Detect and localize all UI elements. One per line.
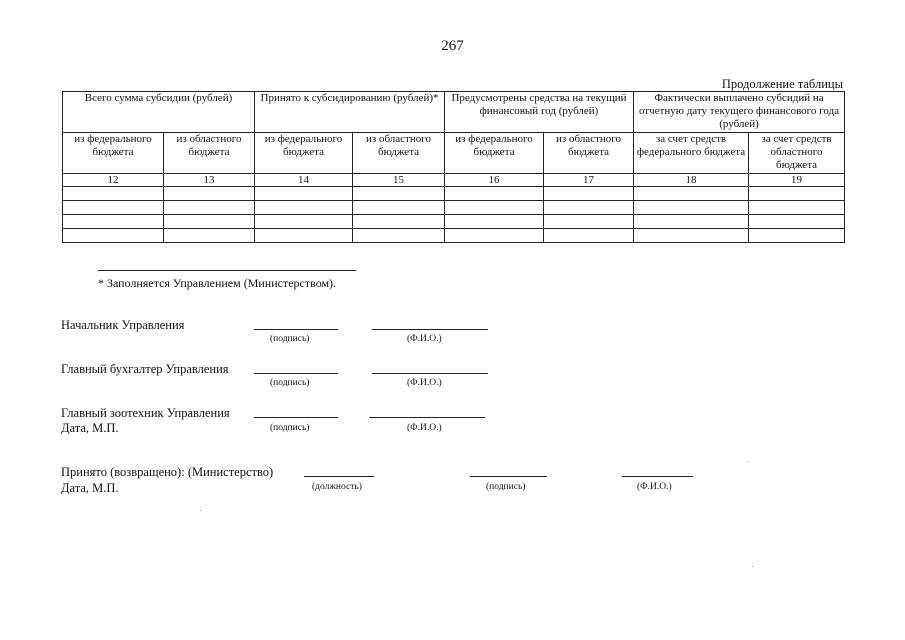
subheader-cell: из федерального бюджета (445, 133, 544, 174)
table-cell (445, 187, 544, 201)
column-number: 16 (445, 174, 544, 187)
zootech-signature-caption: (подпись) (270, 423, 310, 433)
accepted-fio-caption: (Ф.И.О.) (637, 482, 672, 492)
head-fio-line (372, 329, 488, 330)
table-cell (749, 229, 845, 243)
subheader-cell: из областного бюджета (353, 133, 445, 174)
footnote: * Заполняется Управлением (Министерством). (98, 276, 337, 290)
table-row (63, 215, 845, 229)
head-signature-caption: (подпись) (270, 334, 310, 344)
table-cell (544, 187, 634, 201)
accepted-signature-caption: (подпись) (486, 482, 526, 492)
table-cell (255, 215, 353, 229)
group-header-paid: Фактически выплачено субсидий на отчетную дату текущего финансового года (рублей) (634, 92, 845, 133)
table-cell (255, 187, 353, 201)
table-cell (445, 201, 544, 215)
accepted-date-label: Дата, М.П. (61, 481, 119, 495)
column-number: 18 (634, 174, 749, 187)
footnote-rule (98, 270, 356, 271)
table-cell (634, 215, 749, 229)
accountant-signature-caption: (подпись) (270, 378, 310, 388)
group-header-total: Всего сумма субсидии (рублей) (63, 92, 255, 133)
accountant-signature-line (254, 373, 338, 374)
zootech-label: Главный зоотехник Управления (61, 406, 230, 420)
accepted-signature-line (470, 476, 547, 477)
head-fio-caption: (Ф.И.О.) (407, 334, 442, 344)
table-cell (445, 229, 544, 243)
accountant-fio-caption: (Ф.И.О.) (407, 378, 442, 388)
column-number: 17 (544, 174, 634, 187)
zootech-fio-caption: (Ф.И.О.) (407, 423, 442, 433)
subheader-cell: из областного бюджета (544, 133, 634, 174)
group-header-planned: Предусмотрены средства на текущий финансовый год (рублей) (445, 92, 634, 133)
table-cell (63, 201, 164, 215)
column-number: 12 (63, 174, 164, 187)
column-number: 13 (164, 174, 255, 187)
group-header-accepted: Принято к субсидированию (рублей)* (255, 92, 445, 133)
table-cell (544, 215, 634, 229)
subheader-cell: из федерального бюджета (255, 133, 353, 174)
accountant-label: Главный бухгалтер Управления (61, 362, 229, 376)
scan-speck (748, 461, 749, 462)
accepted-position-line (304, 476, 374, 477)
table-subheader-row (63, 133, 845, 174)
table-cell (164, 201, 255, 215)
accepted-fio-line (622, 476, 693, 477)
table-cell (353, 215, 445, 229)
table-continuation-label: Продолжение таблицы (721, 77, 843, 91)
table-cell (164, 187, 255, 201)
table-cell (445, 215, 544, 229)
column-number-row (63, 174, 845, 187)
column-number: 14 (255, 174, 353, 187)
table-cell (634, 229, 749, 243)
table-cell (634, 187, 749, 201)
table-cell (164, 215, 255, 229)
table-cell (255, 229, 353, 243)
table-cell (164, 229, 255, 243)
accepted-label: Принято (возвращено): (Министерство) (61, 465, 274, 479)
table-cell (63, 229, 164, 243)
subheader-cell: из федерального бюджета (63, 133, 164, 174)
column-number: 19 (749, 174, 845, 187)
column-number: 15 (353, 174, 445, 187)
table-cell (353, 187, 445, 201)
accepted-position-caption: (должность) (312, 482, 362, 492)
subheader-cell: за счет средств федерального бюджета (634, 133, 749, 174)
head-label: Начальник Управления (61, 318, 185, 332)
table-row (63, 201, 845, 215)
table-row (63, 229, 845, 243)
table-cell (749, 201, 845, 215)
scan-speck (752, 566, 753, 567)
table-cell (544, 201, 634, 215)
table-cell (63, 215, 164, 229)
zootech-fio-line (369, 417, 485, 418)
table-cell (749, 215, 845, 229)
table-cell (255, 201, 353, 215)
table-cell (749, 187, 845, 201)
table-cell (63, 187, 164, 201)
table-cell (353, 201, 445, 215)
table-cell (634, 201, 749, 215)
subheader-cell: из областного бюджета (164, 133, 255, 174)
table-row (63, 187, 845, 201)
accountant-fio-line (372, 373, 488, 374)
table-group-header-row (63, 92, 845, 133)
subsidy-table (62, 91, 845, 243)
table-cell (544, 229, 634, 243)
page-number: 267 (441, 38, 464, 54)
scan-speck (200, 510, 201, 511)
zootech-signature-line (254, 417, 338, 418)
subheader-cell: за счет средств областного бюджета (749, 133, 845, 174)
head-signature-line (254, 329, 338, 330)
table-cell (353, 229, 445, 243)
zootech-date-label: Дата, М.П. (61, 421, 119, 435)
